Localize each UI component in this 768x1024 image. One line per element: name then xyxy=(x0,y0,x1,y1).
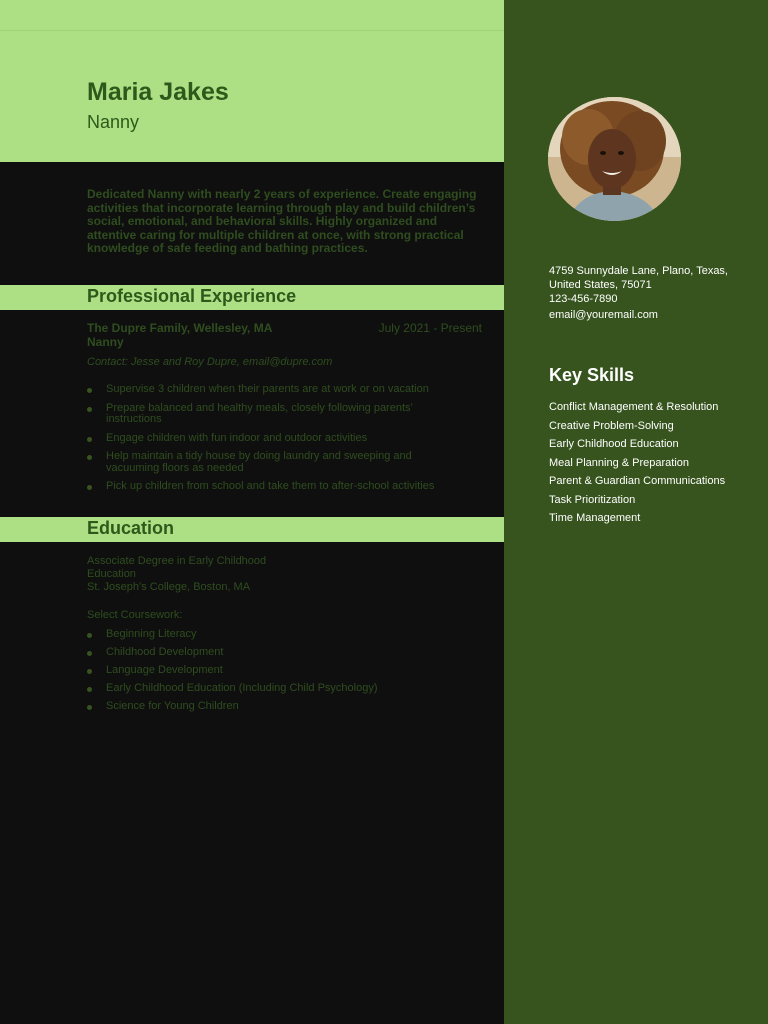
degree: Associate Degree in Early Childhood Education xyxy=(87,555,267,580)
skill-item: Parent & Guardian Communications xyxy=(549,475,726,487)
education-section-bar xyxy=(0,517,504,542)
skill-item: Conflict Management & Resolution xyxy=(549,401,719,413)
experience-bullets xyxy=(87,384,487,493)
job-employer: The Dupre Family, Wellesley, MA xyxy=(87,321,273,335)
education-section-title: Education xyxy=(87,518,175,538)
education-entry xyxy=(87,555,317,594)
list-item: Science for Young Children xyxy=(87,701,487,713)
list-item: Beginning Literacy xyxy=(87,629,487,641)
list-item: Language Development xyxy=(87,665,487,677)
header-divider xyxy=(0,30,504,31)
job-date: July 2021 - Present xyxy=(378,321,482,335)
skills-list xyxy=(549,401,749,531)
bullet-icon xyxy=(87,388,92,393)
header-band xyxy=(0,0,504,162)
bullet-icon xyxy=(87,633,92,638)
list-item: Childhood Development xyxy=(87,647,487,659)
job-contact: Contact: Jesse and Roy Dupre, email@dupre.com xyxy=(87,356,333,368)
address: 4759 Sunnydale Lane, Plano, Texas, United States, 75071 xyxy=(549,265,728,291)
list-item: Help maintain a tidy house by doing laundry and sweeping and vacuuming floors as needed xyxy=(87,451,452,474)
school: St. Joseph’s College, Boston, MA xyxy=(87,581,251,593)
bullet-icon xyxy=(87,705,92,710)
bullet-icon xyxy=(87,455,92,460)
candidate-role: Nanny xyxy=(87,112,140,132)
skill-item: Early Childhood Education xyxy=(549,438,679,450)
job-position: Nanny xyxy=(87,335,124,349)
list-item: Engage children with fun indoor and outdoor activities xyxy=(87,433,487,445)
bullet-icon xyxy=(87,437,92,442)
candidate-name: Maria Jakes xyxy=(87,78,229,106)
phone-number: 123-456-7890 xyxy=(549,293,618,305)
job-header xyxy=(87,321,482,349)
list-item: Prepare balanced and healthy meals, closely following parents’ instructions xyxy=(87,403,447,426)
person-portrait-icon xyxy=(548,97,681,221)
skill-item: Task Prioritization xyxy=(549,493,636,506)
list-item: Supervise 3 children when their parents are at work or on vacation xyxy=(87,384,487,396)
skills-section-title: Key Skills xyxy=(549,365,635,385)
profile-photo xyxy=(548,97,681,221)
summary-paragraph: Dedicated Nanny with nearly 2 years of experience. Create engaging activities that incorporate learning through play and build children’s social, emotional, and behavioral skills. Highly organized and attentive caring for multiple children at once, with strong practical knowledge of safe feeding and bathing practices. xyxy=(87,187,477,256)
coursework-list xyxy=(87,629,487,713)
list-item: Early Childhood Education (Including Child Psychology) xyxy=(87,683,487,695)
coursework-label: Select Coursework: xyxy=(87,609,183,621)
experience-section-title: Professional Experience xyxy=(87,286,297,306)
bullet-icon xyxy=(87,687,92,692)
bullet-icon xyxy=(87,669,92,674)
bullet-icon xyxy=(87,407,92,412)
bullet-icon xyxy=(87,651,92,656)
email-address: email@youremail.com xyxy=(549,309,658,321)
skill-item: Time Management xyxy=(549,512,641,524)
skill-item: Creative Problem-Solving xyxy=(549,419,674,432)
list-item: Pick up children from school and take them to after-school activities xyxy=(87,481,487,493)
bullet-icon xyxy=(87,485,92,490)
skill-item: Meal Planning & Preparation xyxy=(549,456,690,469)
